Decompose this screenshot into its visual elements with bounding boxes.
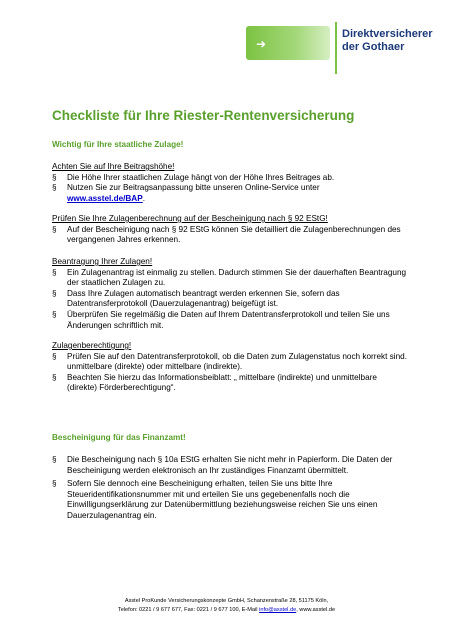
list-item-text: Dass Ihre Zulagen automatisch beantragt werden erkennen Sie, sofern das Datentransferprotokoll (Dauerzulagenantrag) beigefügt ist. (67, 288, 340, 309)
list-item (52, 289, 407, 310)
page-title: Checkliste für Ihre Riester-Rentenversicherung (52, 108, 355, 123)
page-footer (0, 597, 453, 614)
bullet: § (52, 224, 57, 234)
list-item (52, 183, 407, 204)
finanzamt-list (52, 455, 407, 522)
bullet: § (52, 288, 57, 298)
list-item-text: Sofern Sie dennoch eine Bescheinigung erhalten, teilen Sie uns bitte Ihre Steueridentifikationsnummer mit und erteilen Sie uns gegebenenfalls noch die Einwilligungserklärung zur Datenübermittlung beziehungsweise reichen Sie uns einen Dauerzulagenantrag ein. (67, 479, 378, 520)
list-item-text: Überprüfen Sie regelmäßig die Daten auf Ihrem Datentransferprotokoll und teilen Sie uns Änderungen schriftlich mit. (67, 309, 390, 330)
group-title: Achten Sie auf Ihre Beitragshöhe! (52, 162, 175, 171)
group-beantragung (52, 257, 407, 331)
bullet: § (52, 172, 57, 182)
list-item-text-main: Nutzen Sie zur Beitragsanpassung bitte unseren Online-Service unter (67, 183, 320, 193)
logo-graphic (246, 26, 330, 60)
list-item (52, 310, 407, 331)
section-heading-finanzamt: Bescheinigung für das Finanzamt! (52, 433, 186, 442)
logo-text (342, 28, 433, 54)
group-zulagenberechnung (52, 214, 407, 246)
list-item-text: Beachten Sie hierzu das Informationsbeiblatt: „ mittelbare (indirekte) und unmittelbare (direkte) Förderberechtigung“. (67, 372, 377, 393)
bap-link[interactable]: www.asstel.de/BAP (67, 193, 143, 203)
list-item (52, 479, 407, 521)
footer-contact (0, 606, 453, 615)
bullet: § (52, 455, 57, 464)
footer-email-link[interactable]: info@asstel.de (259, 606, 297, 613)
footer-contact-text: Telefon: 0221 / 9 677 677, Fax: 0221 / 9 677 100, E-Mail (117, 606, 258, 613)
logo-divider (335, 22, 337, 74)
list-item-text: Ein Zulagenantrag ist einmalig zu stellen. Dadurch stimmen Sie der dauerhaften Beantragung der staatlichen Zulagen zu. (67, 267, 407, 288)
list-item (52, 352, 407, 373)
bullet: § (52, 372, 57, 382)
footer-website: , www.asstel.de (296, 606, 336, 613)
bullet: § (52, 351, 57, 361)
group-title: Zulagenberechtigung! (52, 341, 132, 350)
arrow-icon: ➜ (256, 37, 267, 51)
list-item-text: Die Höhe Ihrer staatlichen Zulage hängt von der Höhe Ihres Beitrages ab. (67, 172, 335, 182)
bullet: § (52, 267, 57, 277)
bullet: § (52, 309, 57, 319)
bullet: § (52, 479, 57, 489)
group-title: Beantragung Ihrer Zulagen! (52, 257, 153, 266)
section-heading-zulage: Wichtig für Ihre staatliche Zulage! (52, 140, 184, 149)
list-item-text: Die Bescheinigung nach § 10a EStG erhalten Sie nicht mehr in Papierform. Die Daten der Bescheinigung werden elektronisch an Ihr zuständiges Finanzamt übermittelt. (67, 455, 393, 475)
list-item (52, 225, 407, 246)
footer-address: Asstel ProKunde Versicherungskonzepte GmbH, Schanzenstraße 28, 51175 Köln, (124, 598, 329, 604)
company-logo (246, 22, 433, 74)
logo-line-2: der Gothaer (342, 41, 405, 53)
list-item (52, 455, 407, 476)
list-item (52, 268, 407, 289)
list-item (52, 173, 407, 184)
list-item-text (67, 183, 407, 204)
list-item-text: Auf der Bescheinigung nach § 92 EStG können Sie detailliert die Zulagenberechnungen des vergangenen Jahres erkennen. (67, 224, 401, 245)
group-zulagenberechtigung (52, 341, 407, 394)
group-title: Prüfen Sie Ihre Zulagenberechnung auf der Bescheinigung nach § 92 EStG! (52, 214, 328, 223)
group-beitragshoehe (52, 162, 407, 204)
list-item-text: Prüfen Sie auf den Datentransferprotokoll, ob die Daten zum Zulagenstatus noch korrekt sind. unmittelbare (direkte) oder mittelbare (indirekte). (67, 351, 407, 372)
logo-line-1: Direktversicherer (342, 28, 433, 40)
bullet: § (52, 183, 57, 193)
list-item (52, 373, 407, 394)
link-suffix: . (142, 193, 145, 203)
